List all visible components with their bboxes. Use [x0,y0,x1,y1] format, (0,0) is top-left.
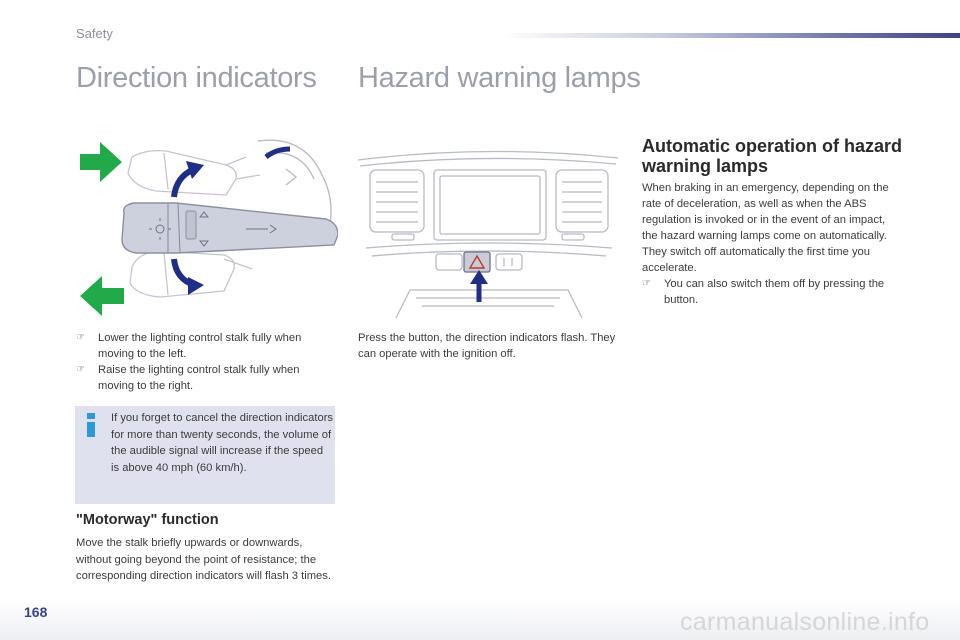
hazard-description: Press the button, the direction indicators flash. They can operate with the ignition off. [358,332,616,360]
hazard-warning-title: Hazard warning lamps [358,62,641,94]
automatic-operation-heading: Automatic operation of hazard warning lamps [642,136,903,176]
bullet-text: You can also switch them off by pressing the button. [664,278,885,306]
pointer-icon: ☞ [76,364,85,375]
direction-bullets [76,330,338,394]
bullet-text: Lower the lighting control stalk fully when moving to the left. [98,332,302,360]
info-icon [84,413,98,437]
pointer-icon: ☞ [76,332,85,343]
pointer-icon: ☞ [642,278,651,289]
watermark: carmanualsonline.info [680,608,930,636]
page-number: 168 [24,604,48,620]
automatic-operation-paragraph-1: When braking in an emergency, depending on the rate of deceleration, as well as when the ABS regulation is invoked or in the event of an impact, the hazard warning lamps come on automatically. [642,182,889,242]
arrow-left-icon [80,274,124,318]
bullet-text: Raise the lighting control stalk fully when moving to the right. [98,364,300,392]
motorway-function-heading: "Motorway" function [76,512,219,528]
bullet-lower-stalk [76,330,338,362]
bullet-raise-stalk [76,362,338,394]
bullet-switch-off [642,276,900,308]
arrow-right-icon [80,140,124,184]
direction-indicators-title: Direction indicators [76,62,317,94]
section-label: Safety [76,26,113,41]
header-gradient-bar [500,33,960,38]
automatic-operation-paragraph-2: They switch off automatically the first time you accelerate. [642,246,870,274]
dashboard-illustration [356,130,620,320]
info-text: If you forget to cancel the direction indicators for more than twenty seconds, the volume of the audible signal will increase if the speed is above 40 mph (60 km/h). [111,412,334,474]
motorway-function-text: Move the stalk briefly upwards or downwards, without going beyond the point of resistance; the corresponding direction indicators will flash 3 times. [76,537,331,582]
automatic-operation-text [642,180,900,308]
